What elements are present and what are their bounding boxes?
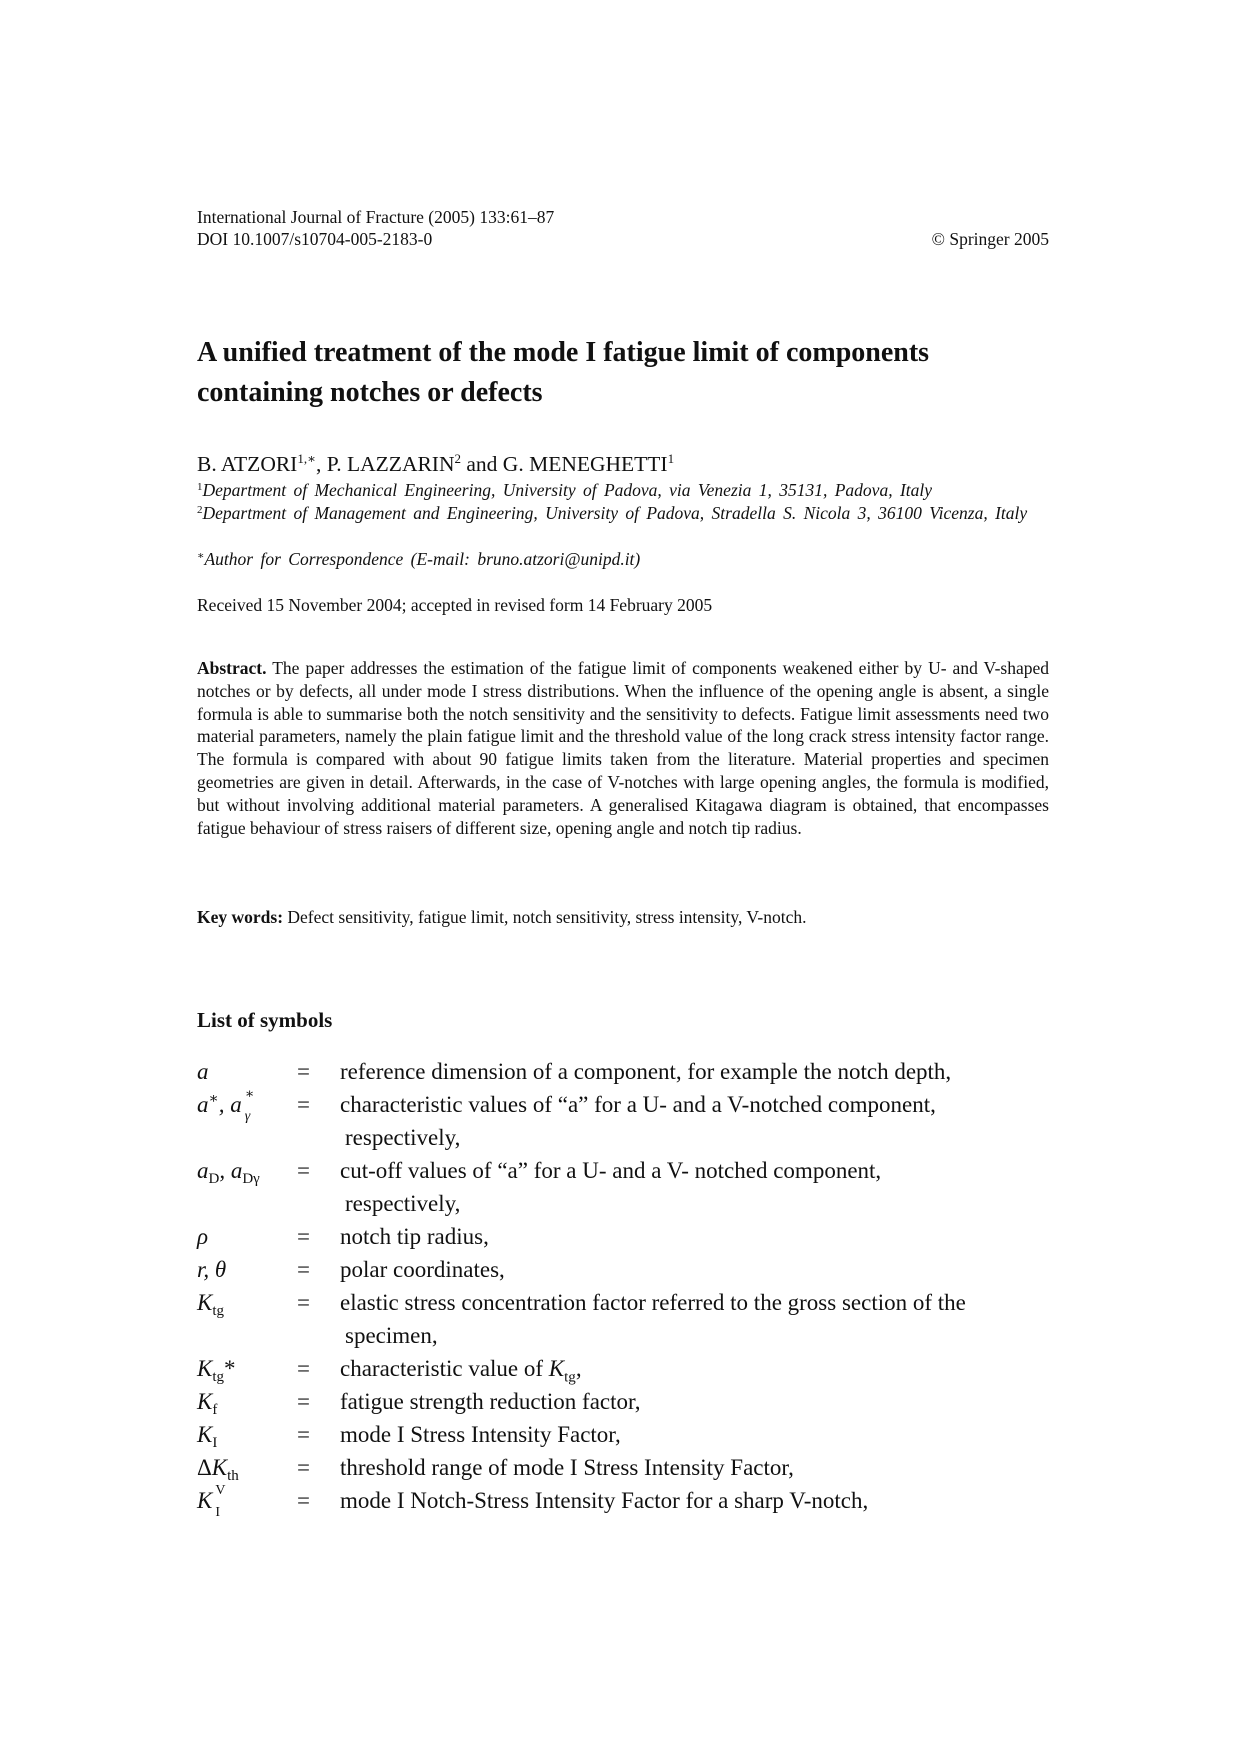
symbol-definition: elastic stress concentration factor referred to the gross section of the xyxy=(340,1290,966,1315)
abstract xyxy=(197,657,1049,839)
author-3: G. MENEGHETTI xyxy=(502,452,668,476)
equals-sign: = xyxy=(297,1257,310,1282)
author-1: B. ATZORI xyxy=(197,452,298,476)
equals-sign: = xyxy=(297,1224,310,1249)
symbol-definition: reference dimension of a component, for example the notch depth, xyxy=(340,1059,952,1084)
symbol: $\Delta K_{th}$ xyxy=(197,1455,239,1484)
equals-sign: = xyxy=(297,1356,310,1381)
symbol: a xyxy=(197,1059,209,1084)
author-list xyxy=(197,450,674,478)
doi-row xyxy=(197,228,1049,250)
equals-sign: = xyxy=(297,1158,310,1183)
corresponding-author xyxy=(197,548,1057,570)
affiliation-2-text: Department of Management and Engineering, University of Padova, Stradella S. Nicola 3, 36100 Vicenza, Italy xyxy=(202,503,1028,523)
affiliation-1 xyxy=(197,479,1057,501)
equals-sign: = xyxy=(297,1092,310,1117)
symbol: K V I xyxy=(197,1483,226,1520)
abstract-label: Abstract. xyxy=(197,658,267,678)
paper-title: A unified treatment of the mode I fatigue limit of components containing notches or defects xyxy=(197,337,930,408)
copyright: © Springer 2005 xyxy=(931,229,1049,249)
affiliation-1-mark: 1 xyxy=(197,481,203,493)
affiliation-2 xyxy=(197,502,1057,524)
symbol: r, θ xyxy=(197,1257,227,1282)
symbol-definition-continued: respectively, xyxy=(345,1191,461,1216)
keywords-text: Defect sensitivity, fatigue limit, notch sensitivity, stress intensity, V-notch. xyxy=(287,907,807,927)
affiliation-1-text: Department of Mechanical Engineering, University of Padova, via Venezia 1, 35131, Padova, Italy xyxy=(202,480,933,500)
symbol: $K_f$ xyxy=(197,1389,218,1418)
journal-citation: International Journal of Fracture (2005) 133:61–87 xyxy=(197,207,555,227)
symbol: $a_D$, $a_{D\gamma}$ xyxy=(197,1158,260,1187)
symbol: ρ xyxy=(197,1224,209,1249)
equals-sign: = xyxy=(297,1059,310,1084)
received-dates: Received 15 November 2004; accepted in revised form 14 February 2005 xyxy=(197,595,713,615)
symbol: $K_{tg}$ xyxy=(197,1290,225,1319)
symbol-definition: threshold range of mode I Stress Intensity Factor, xyxy=(340,1455,794,1480)
symbol-definition: notch tip radius, xyxy=(340,1224,489,1249)
symbol-definition: mode I Notch-Stress Intensity Factor for a sharp V-notch, xyxy=(340,1488,869,1513)
symbol: $K_{tg}*$ xyxy=(197,1356,236,1385)
equals-sign: = xyxy=(297,1455,310,1480)
corresponding-mark: ∗ xyxy=(197,550,205,562)
author-2-marks: 2 xyxy=(454,451,461,466)
author-separator: and xyxy=(461,452,503,476)
symbol-definition: fatigue strength reduction factor, xyxy=(340,1389,641,1414)
author-3-marks: 1 xyxy=(667,451,675,466)
equals-sign: = xyxy=(297,1290,310,1315)
equals-sign: = xyxy=(297,1389,310,1414)
author-separator: , xyxy=(315,452,327,476)
symbol-definition: mode I Stress Intensity Factor, xyxy=(340,1422,621,1447)
equals-sign: = xyxy=(297,1488,310,1513)
abstract-text: The paper addresses the estimation of the fatigue limit of components weakened either by U- and V-shaped notches or by defects, all under mode I stress distributions. When the influence of the opening angle is absent, a single formula is able to summarise both the notch sensitivity and the sensitivity to defects. Fatigue limit assessments need two material parameters, namely the plain fatigue limit and the threshold value of the long crack stress intensity factor range. The formula is compared with about 90 fatigue limits taken from the literature. Material properties and specimen geometries are given in detail. Afterwards, in the case of V-notches with large opening angles, the formula is modified, but without involving additional material parameters. A generalised Kitagawa diagram is obtained, that encompasses fatigue behaviour of stress raisers of different size, opening angle and notch tip radius. xyxy=(197,658,1049,838)
symbols-heading: List of symbols xyxy=(197,1008,333,1032)
symbol-definition: cut-off values of “a” for a U- and a V- notched component, xyxy=(340,1158,882,1183)
keywords xyxy=(197,906,1049,928)
author-1-marks: 1,∗ xyxy=(297,451,316,466)
equals-sign: = xyxy=(297,1422,310,1447)
symbol-definition: characteristic values of “a” for a U- and a V-notched component, xyxy=(340,1092,936,1117)
symbol: $K_I$ xyxy=(197,1422,218,1451)
author-2: P. LAZZARIN xyxy=(326,452,455,476)
corresponding-text: Author for Correspondence (E-mail: bruno.atzori@unipd.it) xyxy=(204,549,641,569)
keywords-label: Key words: xyxy=(197,907,284,927)
symbol-definition: characteristic value of $K_{tg}$, xyxy=(340,1356,582,1386)
affiliation-2-mark: 2 xyxy=(197,504,203,516)
symbol: a∗, a ∗ γ xyxy=(197,1087,255,1124)
symbol-definition-continued: respectively, xyxy=(345,1125,461,1150)
symbol-definition-continued: specimen, xyxy=(345,1323,438,1348)
doi: DOI 10.1007/s10704-005-2183-0 xyxy=(197,229,433,249)
symbol-definition: polar coordinates, xyxy=(340,1257,505,1282)
